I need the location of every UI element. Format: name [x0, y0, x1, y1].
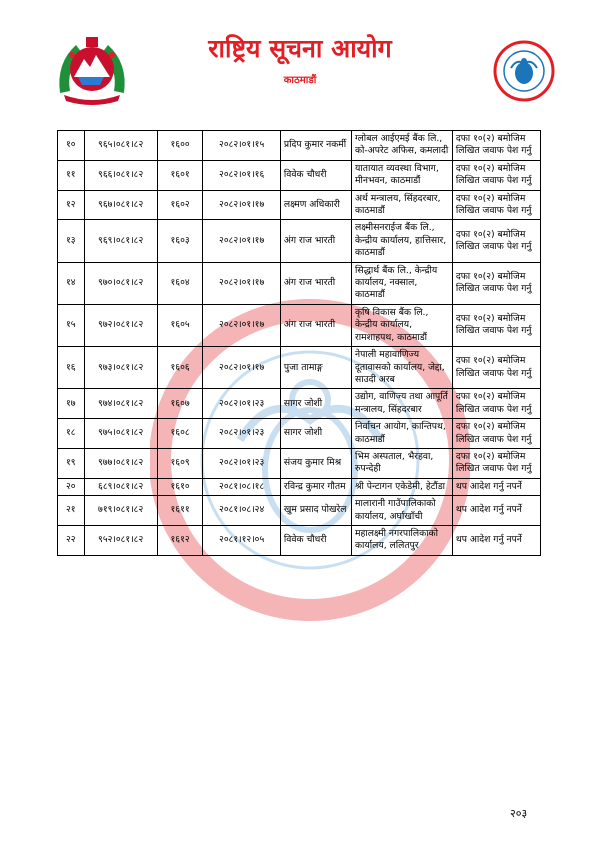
table-row — [58, 131, 541, 161]
date-cell: २०८२।०१।१५ — [203, 131, 280, 161]
registration-number-cell: ९६५।०८१।८२ — [84, 131, 157, 161]
decision-number-cell: १६०७ — [157, 389, 203, 419]
table-row — [58, 262, 541, 304]
applicant-name-cell: विवेक चौधरी — [280, 525, 351, 555]
applicant-name-cell: खुम प्रसाद पोखरेल — [280, 496, 351, 526]
decision-number-cell: १६०६ — [157, 347, 203, 389]
decision-cell: दफा १०(२) बमोजिम लिखित जवाफ पेश गर्नु — [452, 160, 540, 190]
table-row — [58, 304, 541, 346]
registration-number-cell: ६८९।०८१।८२ — [84, 478, 157, 495]
decision-number-cell: १६०५ — [157, 304, 203, 346]
respondent-office-cell: श्री पेन्टागन एकेडेमी, हेटौंडा — [352, 478, 453, 495]
decision-number-cell: १६०१ — [157, 160, 203, 190]
respondent-office-cell: सिद्धार्थ बैंक लि., केन्द्रीय कार्यालय, नक्साल, काठमाडौं — [352, 262, 453, 304]
registration-number-cell: ९७५।०८१।८२ — [84, 419, 157, 449]
decision-cell: दफा १०(२) बमोजिम लिखित जवाफ पेश गर्नु — [452, 131, 540, 161]
serial-number-cell: १७ — [58, 389, 85, 419]
decision-cell: दफा १०(२) बमोजिम लिखित जवाफ पेश गर्नु — [452, 262, 540, 304]
applicant-name-cell: अंग राज भारती — [280, 304, 351, 346]
date-cell: २०८१।०८।१८ — [203, 478, 280, 495]
decision-number-cell: १६११ — [157, 496, 203, 526]
decision-number-cell: १६०४ — [157, 262, 203, 304]
serial-number-cell: २२ — [58, 525, 85, 555]
table-row — [58, 389, 541, 419]
decision-cell: दफा १०(२) बमोजिम लिखित जवाफ पेश गर्नु — [452, 220, 540, 262]
decision-number-cell: १६०९ — [157, 448, 203, 478]
table-row — [58, 478, 541, 495]
page-number: २०३ — [510, 807, 528, 820]
decision-number-cell: १६०० — [157, 131, 203, 161]
decision-number-cell: १६०२ — [157, 190, 203, 220]
date-cell: २०८२।०१।२३ — [203, 419, 280, 449]
applicant-name-cell: अंग राज भारती — [280, 220, 351, 262]
table-row — [58, 347, 541, 389]
table-row — [58, 496, 541, 526]
serial-number-cell: २१ — [58, 496, 85, 526]
registration-number-cell: ९७४।०८१।८२ — [84, 389, 157, 419]
serial-number-cell: २० — [58, 478, 85, 495]
serial-number-cell: १२ — [58, 190, 85, 220]
respondent-office-cell: महालक्ष्मी नगरपालिकाको कार्यालय, ललितपुर — [352, 525, 453, 555]
table-row — [58, 419, 541, 449]
decision-number-cell: १६१२ — [157, 525, 203, 555]
applicant-name-cell: पुजा तामाङ्ग — [280, 347, 351, 389]
date-cell: २०८२।०१।२३ — [203, 389, 280, 419]
registration-number-cell: ९६६।०८१।८२ — [84, 160, 157, 190]
serial-number-cell: १९ — [58, 448, 85, 478]
respondent-office-cell: यातायात व्यवस्था विभाग, मीनभवन, काठमाडौं — [352, 160, 453, 190]
date-cell: २०८२।०१।१७ — [203, 347, 280, 389]
respondent-office-cell: मालारानी गाउँपालिकाको कार्यालय, अर्घाखाँची — [352, 496, 453, 526]
registration-number-cell: ७१९।०८१।८२ — [84, 496, 157, 526]
decision-cell: दफा १०(२) बमोजिम लिखित जवाफ पेश गर्नु — [452, 190, 540, 220]
registration-number-cell: ९६७।०८१।८२ — [84, 190, 157, 220]
letterhead — [0, 0, 595, 115]
respondent-office-cell: लक्ष्मीसनराईज बैंक लि., केन्द्रीय कार्यालय, हात्तिसार, काठमाडौं — [352, 220, 453, 262]
decision-number-cell: १६०८ — [157, 419, 203, 449]
date-cell: २०८१।०८।२४ — [203, 496, 280, 526]
serial-number-cell: १८ — [58, 419, 85, 449]
respondent-office-cell: निर्वाचन आयोग, कान्तिपथ, काठमाडौं — [352, 419, 453, 449]
applicant-name-cell: लक्ष्मण अधिकारी — [280, 190, 351, 220]
decision-cell: दफा १०(२) बमोजिम लिखित जवाफ पेश गर्नु — [452, 304, 540, 346]
table-row — [58, 448, 541, 478]
applicant-name-cell: सागर जोशी — [280, 419, 351, 449]
date-cell: २०८२।०१।२३ — [203, 448, 280, 478]
decision-number-cell: १६१० — [157, 478, 203, 495]
registration-number-cell: ९७३।०८१।८२ — [84, 347, 157, 389]
date-cell: २०८२।०१।१६ — [203, 160, 280, 190]
respondent-office-cell: उद्योग, वाणिज्य तथा आपूर्ति मन्त्रालय, सिंहदरबार — [352, 389, 453, 419]
nepal-government-emblem-icon — [52, 33, 132, 105]
decision-cell: थप आदेश गर्नु नपर्ने — [452, 496, 540, 526]
organization-location: काठमाडौं — [283, 75, 317, 86]
table-row — [58, 220, 541, 262]
applicant-name-cell: प्रदिप कुमार नकर्मी — [280, 131, 351, 161]
decision-cell: थप आदेश गर्नु नपर्ने — [452, 525, 540, 555]
decision-cell: दफा १०(२) बमोजिम लिखित जवाफ पेश गर्नु — [452, 448, 540, 478]
table-row — [58, 525, 541, 555]
serial-number-cell: १३ — [58, 220, 85, 262]
applicant-name-cell: अंग राज भारती — [280, 262, 351, 304]
national-information-commission-seal-icon — [493, 40, 555, 102]
respondent-office-cell: कृषि विकास बैंक लि., केन्द्रीय कार्यालय, रामशाहपथ, काठमाडौं — [352, 304, 453, 346]
respondent-office-cell: नेपाली महावाणिज्य दूतावासको कार्यालय, जेद्दा, साउदी अरब — [352, 347, 453, 389]
applicant-name-cell: सागर जोशी — [280, 389, 351, 419]
respondent-office-cell: अर्थ मन्त्रालय, सिंहदरबार, काठमाडौं — [352, 190, 453, 220]
serial-number-cell: १५ — [58, 304, 85, 346]
decision-cell: दफा १०(२) बमोजिम लिखित जवाफ पेश गर्नु — [452, 389, 540, 419]
serial-number-cell: ११ — [58, 160, 85, 190]
respondent-office-cell: ग्लोबल आईएमई बैंक लि., को-अपरेट अफिस, कमलादी — [352, 131, 453, 161]
serial-number-cell: १० — [58, 131, 85, 161]
registration-number-cell: ९७७।०८१।८२ — [84, 448, 157, 478]
registration-number-cell: ९७०।०८१।८२ — [84, 262, 157, 304]
date-cell: २०८२।०१।१७ — [203, 220, 280, 262]
applicant-name-cell: संजय कुमार मिश्र — [280, 448, 351, 478]
applicant-name-cell: रविन्द्र कुमार गौतम — [280, 478, 351, 495]
organization-title: राष्ट्रिय सूचना आयोग — [208, 34, 392, 63]
date-cell: २०८२।०१।१७ — [203, 262, 280, 304]
applicant-name-cell: विवेक चौधरी — [280, 160, 351, 190]
decision-number-cell: १६०३ — [157, 220, 203, 262]
records-table — [57, 130, 541, 556]
decision-cell: दफा १०(२) बमोजिम लिखित जवाफ पेश गर्नु — [452, 347, 540, 389]
decision-cell: दफा १०(२) बमोजिम लिखित जवाफ पेश गर्नु — [452, 419, 540, 449]
serial-number-cell: १६ — [58, 347, 85, 389]
table-row — [58, 160, 541, 190]
date-cell: २०८२।०१।१७ — [203, 190, 280, 220]
registration-number-cell: ९५२।०८१।८२ — [84, 525, 157, 555]
serial-number-cell: १४ — [58, 262, 85, 304]
respondent-office-cell: भिम अस्पताल, भैरहवा, रुपन्देही — [352, 448, 453, 478]
decision-cell: थप आदेश गर्नु नपर्ने — [452, 478, 540, 495]
date-cell: २०८२।०१।१७ — [203, 304, 280, 346]
date-cell: २०८१।१२।०५ — [203, 525, 280, 555]
registration-number-cell: ९६९।०८१।८२ — [84, 220, 157, 262]
table-row — [58, 190, 541, 220]
registration-number-cell: ९७२।०८१।८२ — [84, 304, 157, 346]
